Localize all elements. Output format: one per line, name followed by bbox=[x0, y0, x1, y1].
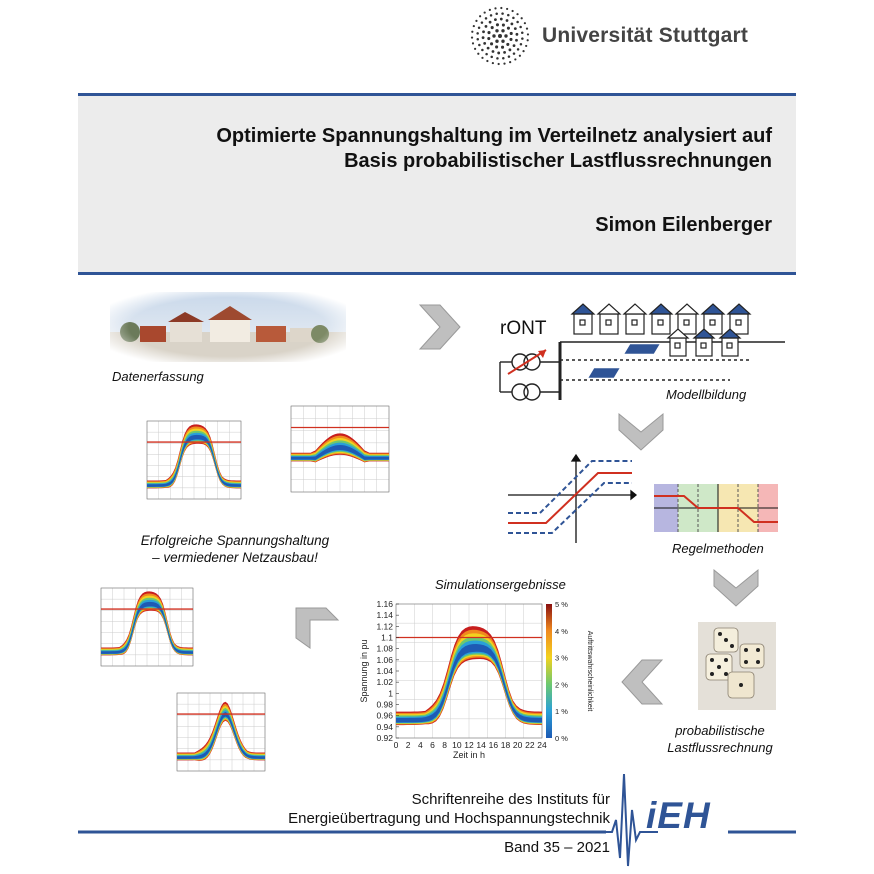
colorbar-label: Auftrittswahrscheinlichkeit bbox=[586, 630, 593, 712]
y-tick-label: 0.96 bbox=[376, 710, 393, 721]
logo-dot bbox=[481, 49, 484, 52]
logo-dot bbox=[482, 30, 485, 33]
logo-dot bbox=[521, 31, 524, 34]
y-tick-label: 1.14 bbox=[376, 610, 393, 621]
y-tick-label: 1.08 bbox=[376, 643, 393, 654]
logo-dot bbox=[496, 23, 499, 26]
y-tick-label: 1.16 bbox=[376, 599, 393, 609]
logo-dot bbox=[494, 18, 497, 21]
logo-dot bbox=[489, 21, 492, 24]
logo-dot bbox=[490, 42, 493, 45]
arrow-right-icon bbox=[420, 305, 460, 349]
logo-dot bbox=[513, 44, 516, 47]
logo-dot bbox=[527, 33, 529, 35]
logo-dot bbox=[521, 37, 524, 40]
logo-dot bbox=[490, 56, 493, 59]
colorbar-tick-label: 0 % bbox=[555, 734, 568, 743]
x-tick-label: 22 bbox=[525, 740, 535, 750]
colorbar-tick-label: 3 % bbox=[555, 653, 568, 663]
logo-dot bbox=[501, 12, 504, 15]
logo-dot bbox=[492, 34, 495, 37]
logo-dot bbox=[507, 14, 510, 16]
logo-dot bbox=[496, 57, 499, 60]
control-characteristic-diagram bbox=[506, 455, 636, 545]
simulation-chart bbox=[356, 592, 592, 764]
logo-dot bbox=[487, 31, 490, 34]
book-title bbox=[112, 124, 772, 174]
logo-dot bbox=[486, 60, 488, 62]
logo-dot bbox=[522, 50, 524, 52]
logo-dot bbox=[472, 42, 474, 44]
logo-dot bbox=[501, 39, 504, 42]
logo-dot bbox=[507, 27, 510, 30]
ront-label: rONT bbox=[500, 318, 547, 339]
logo-dot bbox=[485, 53, 488, 56]
caption-datenerfassung: Datenerfassung bbox=[112, 369, 204, 384]
logo-dot bbox=[524, 22, 526, 24]
regulation-bands-diagram bbox=[654, 484, 778, 532]
logo-dot bbox=[492, 62, 494, 64]
logo-dot bbox=[487, 37, 490, 40]
x-tick-label: 24 bbox=[537, 740, 547, 750]
logo-dot bbox=[510, 22, 513, 25]
logo-dot bbox=[514, 58, 516, 60]
logo-dot bbox=[509, 38, 512, 41]
logo-dot bbox=[491, 26, 494, 29]
logo-dot bbox=[481, 57, 483, 59]
logo-dot bbox=[516, 13, 518, 15]
colorbar bbox=[546, 604, 552, 738]
logo-dot bbox=[527, 39, 529, 41]
logo-dot bbox=[494, 7, 496, 9]
logo-dot bbox=[506, 19, 509, 22]
logo-dot bbox=[516, 21, 519, 24]
chart-title: Simulationsergebnisse bbox=[435, 577, 566, 592]
logo-dot bbox=[514, 27, 517, 30]
logo-dot bbox=[526, 28, 528, 30]
y-tick-label: 1.1 bbox=[381, 632, 393, 643]
logo-dot bbox=[495, 29, 498, 32]
colorbar-tick-label: 5 % bbox=[555, 600, 568, 609]
logo-dot bbox=[476, 32, 479, 35]
logo-dot bbox=[478, 26, 481, 29]
x-tick-label: 12 bbox=[464, 740, 474, 750]
logo-dot bbox=[512, 10, 514, 12]
logo-dot bbox=[484, 11, 486, 13]
village-photo bbox=[110, 292, 346, 362]
logo-dot bbox=[483, 42, 486, 45]
logo-dot bbox=[489, 9, 491, 11]
logo-dot bbox=[495, 39, 498, 42]
caption-erfolg bbox=[110, 532, 360, 566]
logo-dot bbox=[479, 15, 481, 17]
caption-erfolg-line-1: Erfolgreiche Spannungshaltung bbox=[140, 533, 330, 548]
x-tick-label: 16 bbox=[488, 740, 499, 750]
arrow-left-icon bbox=[622, 660, 662, 704]
logo-dot bbox=[477, 53, 479, 55]
logo-dot bbox=[478, 44, 481, 47]
volume-year: Band 35 – 2021 bbox=[504, 839, 610, 856]
logo-dot bbox=[521, 17, 523, 19]
y-tick-label: 1.06 bbox=[376, 654, 393, 665]
logo-dot bbox=[495, 12, 498, 15]
caption-modellbildung: Modellbildung bbox=[666, 387, 747, 402]
y-tick-label: 0.98 bbox=[376, 699, 393, 710]
y-tick-label: 1.04 bbox=[376, 666, 393, 676]
logo-dot bbox=[502, 23, 505, 26]
caption-regelmethoden: Regelmethoden bbox=[672, 541, 764, 556]
logo-dot bbox=[513, 52, 516, 55]
logo-dot bbox=[495, 45, 498, 48]
logo-dot bbox=[492, 50, 495, 53]
logo-dot bbox=[485, 25, 488, 28]
caption-probabilistisch-line-2: Lastflussrechnung bbox=[667, 740, 773, 755]
y-tick-label: 1.12 bbox=[376, 621, 393, 632]
logo-dot bbox=[498, 34, 502, 38]
logo-dot bbox=[500, 18, 503, 21]
logo-dot bbox=[501, 29, 504, 32]
x-tick-label: 18 bbox=[500, 740, 511, 750]
x-tick-label: 6 bbox=[430, 740, 435, 750]
logo-dot bbox=[490, 14, 493, 17]
author-name: Simon Eilenberger bbox=[595, 214, 772, 236]
x-tick-label: 0 bbox=[393, 740, 399, 750]
logo-dot bbox=[506, 8, 508, 10]
logo-dot bbox=[509, 61, 511, 63]
title-line-2: Basis probabilistischer Lastflussrechnungen bbox=[344, 150, 772, 172]
university-logo-text: Universität Stuttgart bbox=[542, 24, 749, 47]
logo-dot bbox=[482, 36, 485, 39]
title-line-1: Optimierte Spannungshaltung im Verteilnetz analysiert auf bbox=[216, 125, 772, 147]
thumbnail-plot bbox=[176, 692, 266, 772]
logo-dot bbox=[475, 20, 477, 22]
logo-dot bbox=[481, 21, 484, 24]
y-tick-label: 0.92 bbox=[376, 733, 393, 743]
series-title-line-2: Energieübertragung und Hochspannungstechnik bbox=[288, 810, 610, 827]
university-logo-icon bbox=[470, 6, 530, 66]
logo-dot bbox=[525, 45, 527, 47]
colorbar-tick-label: 1 % bbox=[555, 707, 568, 717]
arrow-down-icon bbox=[619, 414, 663, 450]
thumbnail-plot bbox=[290, 405, 390, 493]
logo-dot bbox=[516, 33, 519, 36]
logo-dot bbox=[503, 63, 505, 65]
title-box bbox=[78, 93, 796, 275]
logo-dot bbox=[519, 55, 521, 57]
caption-probabilistisch-line-1: probabilistische bbox=[675, 723, 765, 738]
caption-probabilistisch bbox=[640, 722, 800, 756]
logo-dot bbox=[498, 63, 500, 65]
logo-dot bbox=[509, 48, 512, 51]
dice-photo bbox=[698, 622, 776, 710]
logo-dot bbox=[515, 39, 518, 42]
logo-dot bbox=[501, 46, 504, 49]
x-tick-label: 10 bbox=[452, 740, 462, 750]
logo-dot bbox=[471, 31, 473, 33]
x-tick-label: 8 bbox=[442, 740, 448, 750]
logo-dot bbox=[471, 36, 473, 38]
logo-dot bbox=[502, 57, 505, 60]
y-tick-label: 1 bbox=[388, 688, 393, 699]
logo-dot bbox=[512, 17, 515, 20]
x-tick-label: 20 bbox=[512, 740, 523, 750]
logo-dot bbox=[519, 26, 522, 29]
y-tick-label: 1.02 bbox=[376, 677, 393, 688]
logo-dot bbox=[485, 17, 488, 20]
colorbar-tick-label: 4 % bbox=[555, 626, 568, 636]
logo-dot bbox=[476, 38, 479, 41]
caption-erfolg-line-2: – vermiedener Netzausbau! bbox=[152, 550, 318, 565]
series-title-line-1: Schriftenreihe des Instituts für bbox=[411, 791, 610, 808]
logo-dot bbox=[504, 34, 507, 37]
thumbnail-plot bbox=[146, 420, 242, 500]
logo-dot bbox=[520, 43, 523, 46]
x-tick-label: 2 bbox=[405, 740, 411, 750]
logo-dot bbox=[500, 7, 502, 9]
y-axis-label: Spannung in pu bbox=[359, 639, 369, 703]
x-axis-label: Zeit in h bbox=[452, 750, 486, 760]
arrow-up-left-icon bbox=[296, 608, 338, 650]
logo-dot bbox=[487, 47, 490, 50]
x-tick-label: 14 bbox=[476, 740, 486, 750]
logo-dot bbox=[517, 48, 520, 51]
logo-dot bbox=[474, 48, 476, 50]
colorbar-tick-label: 2 % bbox=[555, 680, 568, 690]
logo-dot bbox=[506, 43, 509, 46]
arrow-down-icon bbox=[714, 570, 758, 606]
logo-dot bbox=[503, 51, 506, 54]
logo-dot bbox=[497, 52, 500, 55]
ieh-logo: iEH bbox=[646, 795, 711, 836]
logo-dot bbox=[473, 25, 475, 27]
logo-dot bbox=[510, 32, 513, 35]
thumbnail-plot bbox=[100, 587, 194, 667]
y-tick-label: 0.94 bbox=[376, 721, 393, 732]
logo-dot bbox=[508, 55, 511, 58]
x-tick-label: 4 bbox=[417, 740, 423, 750]
